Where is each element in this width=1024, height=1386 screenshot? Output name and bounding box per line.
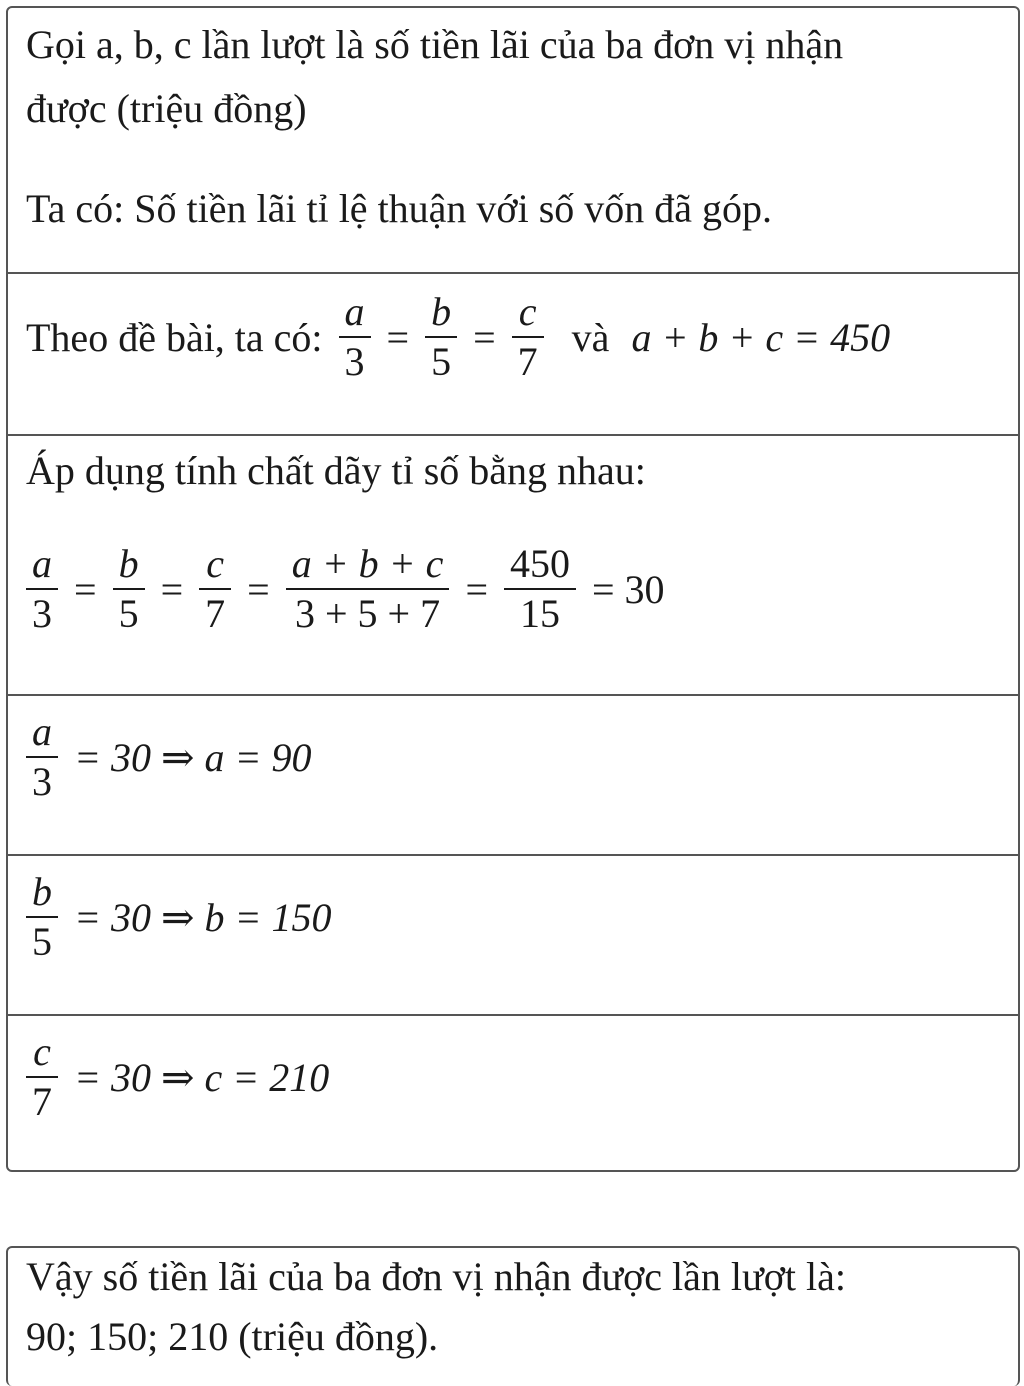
equals-sign: = — [473, 314, 496, 360]
fraction-c-7: $\frac{c}{7}$ — [512, 292, 544, 382]
fraction-sum: $\frac{a + b + c}{3 + 5 + 7}$ — [286, 544, 450, 634]
equals-sign: = — [160, 566, 184, 612]
row-given — [8, 274, 1018, 436]
sum-equation: a + b + c = 450 — [631, 314, 891, 360]
row-solve-a — [8, 696, 1018, 856]
and-word: và — [571, 314, 610, 360]
ratio-chain — [26, 541, 671, 636]
solve-b-equation — [26, 869, 338, 964]
conclusion-box — [6, 1246, 1020, 1386]
solve-a-result: = 30 ⇒ a = 90 — [74, 734, 312, 780]
ratio-result: = 30 — [592, 566, 665, 612]
fraction-c-7: $\frac{c}{7}$ — [26, 1032, 58, 1122]
fraction-a-3: $\frac{a}{3}$ — [339, 292, 371, 382]
fraction-a-3: $\frac{a}{3}$ — [26, 712, 58, 802]
solution-table — [6, 6, 1020, 1172]
solve-c-equation — [26, 1029, 335, 1124]
equals-sign: = — [465, 566, 488, 612]
fraction-b-5: $\frac{b}{5}$ — [26, 872, 58, 962]
fraction-b-5: $\frac{b}{5}$ — [425, 292, 457, 382]
definition-line-3: Ta có: Số tiền lãi tỉ lệ thuận với số vốn đã góp. — [26, 186, 773, 231]
row-definition — [8, 8, 1018, 274]
fraction-a-3: $\frac{a}{3}$ — [26, 544, 58, 634]
definition-line-1: Gọi a, b, c lần lượt là số tiền lãi của ba đơn vị nhận — [26, 22, 844, 67]
fraction-b-5: $\frac{b}{5}$ — [113, 544, 145, 634]
conclusion-line-2: 90; 150; 210 (triệu đồng). — [26, 1314, 439, 1359]
fraction-450-15: $\frac{450}{15}$ — [504, 544, 576, 634]
equals-sign: = — [386, 314, 410, 360]
equals-sign: = — [247, 566, 270, 612]
given-prefix: Theo đề bài, ta có: — [26, 314, 323, 360]
row-ratio-property — [8, 436, 1018, 696]
definition-line-2: được (triệu đồng) — [26, 86, 307, 131]
ratio-title: Áp dụng tính chất dãy tỉ số bằng nhau: — [26, 448, 646, 493]
given-equation — [26, 289, 896, 384]
solve-a-equation — [26, 709, 318, 804]
equals-sign: = — [74, 566, 97, 612]
row-solve-b — [8, 856, 1018, 1016]
row-solve-c — [8, 1016, 1018, 1172]
solve-c-result: = 30 ⇒ c = 210 — [74, 1054, 330, 1100]
fraction-c-7: $\frac{c}{7}$ — [199, 544, 231, 634]
solve-b-result: = 30 ⇒ b = 150 — [74, 894, 332, 940]
conclusion-line-1: Vậy số tiền lãi của ba đơn vị nhận được lần lượt là: — [26, 1254, 846, 1299]
